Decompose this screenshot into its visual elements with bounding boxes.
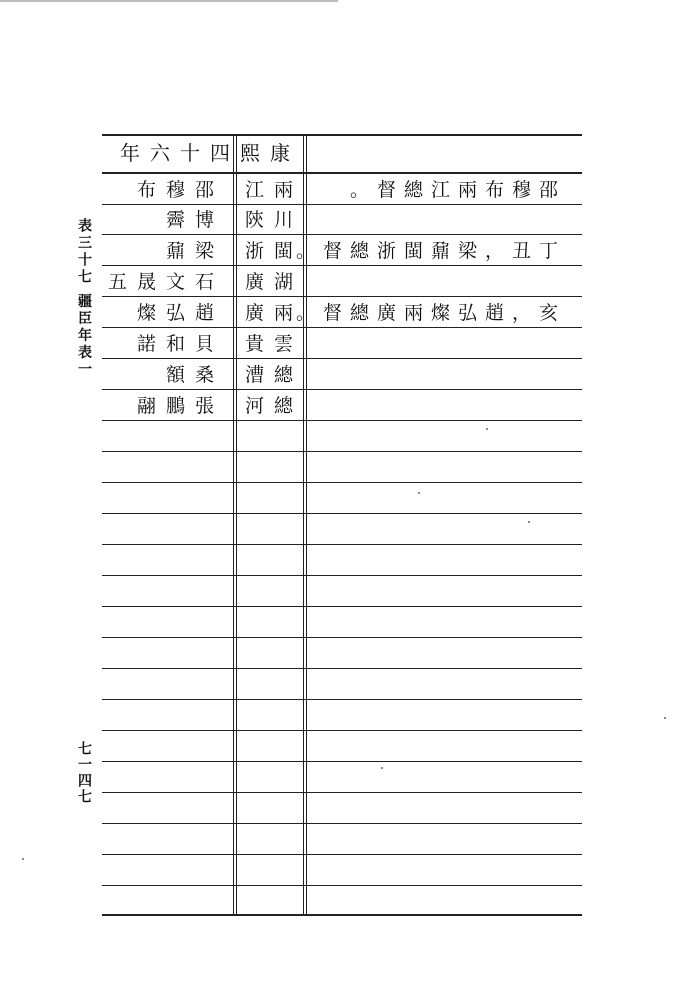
- side-label: 表三十七 疆臣年表一: [76, 217, 92, 379]
- region-cell: 雲貴: [245, 333, 304, 355]
- page-number: 七一四七: [76, 741, 92, 805]
- year-title: 康熙四十六年: [120, 141, 300, 165]
- scan-speck: [381, 767, 383, 769]
- official-name-cell: 石文晟五: [107, 271, 224, 293]
- row-divider: [102, 730, 582, 731]
- row-divider: [102, 668, 582, 669]
- column-border-left-inner: [236, 136, 237, 914]
- row-divider: [102, 513, 582, 514]
- official-name-cell: 貝和諾: [136, 333, 224, 355]
- row-divider: [102, 234, 582, 235]
- scan-speck: [418, 492, 420, 494]
- region-cell: 總河: [245, 395, 304, 417]
- official-name-cell: 博霽: [165, 209, 224, 231]
- row-divider: [102, 451, 582, 452]
- row-divider: [102, 327, 582, 328]
- appointment-note-cell: 邵穆布兩江總督。: [349, 179, 566, 201]
- region-cell: 總漕: [245, 364, 304, 386]
- row-divider: [102, 637, 582, 638]
- row-divider: [102, 420, 582, 421]
- row-divider: [102, 296, 582, 297]
- region-cell: 川陝: [245, 209, 304, 231]
- region-cell: 兩江: [245, 179, 304, 201]
- row-divider: [102, 885, 582, 886]
- appointment-note-cell: 亥，趙弘燦兩廣總督。: [295, 302, 566, 324]
- official-name-cell: 梁鼐: [165, 240, 224, 262]
- row-divider: [102, 792, 582, 793]
- row-divider: [102, 265, 582, 266]
- header-divider: [102, 172, 582, 174]
- appointment-note-cell: 丁丑，梁鼐閩浙總督。: [295, 240, 566, 262]
- top-edge-line: [0, 0, 338, 2]
- scan-speck: [486, 428, 488, 430]
- row-divider: [102, 606, 582, 607]
- row-divider: [102, 761, 582, 762]
- row-divider: [102, 482, 582, 483]
- scan-speck: [664, 717, 666, 719]
- region-cell: 兩廣: [245, 302, 304, 324]
- row-divider: [102, 699, 582, 700]
- row-divider: [102, 544, 582, 545]
- official-name-cell: 邵穆布: [136, 179, 224, 201]
- official-name-cell: 桑額: [165, 364, 224, 386]
- scan-speck: [528, 521, 530, 523]
- row-divider: [102, 823, 582, 824]
- row-divider: [102, 358, 582, 359]
- column-border-left: [233, 136, 234, 914]
- table-bottom-border: [102, 914, 582, 916]
- row-divider: [102, 389, 582, 390]
- row-divider: [102, 575, 582, 576]
- official-name-cell: 趙弘燦: [136, 302, 224, 324]
- official-name-cell: 張鵬翮: [136, 395, 224, 417]
- row-divider: [102, 854, 582, 855]
- table-top-border: [102, 134, 582, 136]
- region-cell: 湖廣: [245, 271, 304, 293]
- scan-speck: [22, 858, 24, 860]
- region-cell: 閩浙: [245, 240, 304, 262]
- row-divider: [102, 204, 582, 205]
